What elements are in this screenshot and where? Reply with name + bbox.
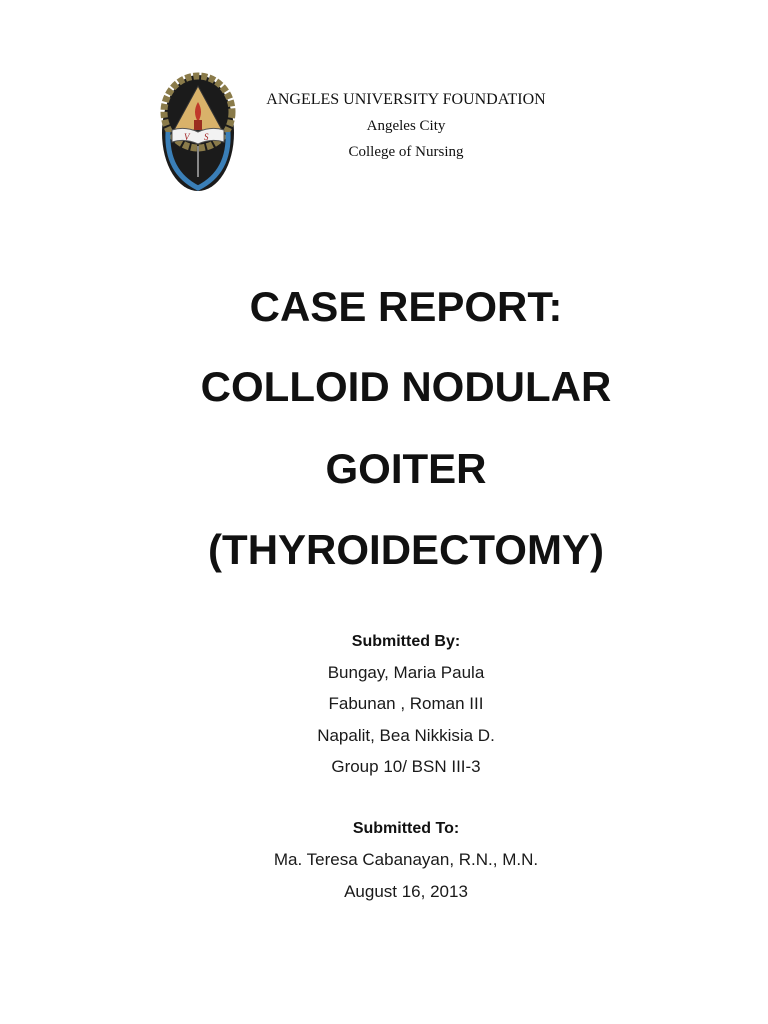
title-line-3: GOITER [325, 445, 487, 492]
author-name: Napalit, Bea Nikkisia D. [317, 726, 495, 745]
title-line-1: CASE REPORT: [249, 283, 563, 330]
city-name: Angeles City [366, 118, 446, 134]
author-name: Bungay, Maria Paula [327, 663, 485, 682]
instructor-name: Ma. Teresa Cabanayan, R.N., M.N. [273, 850, 539, 869]
title-line-4: (THYROIDECTOMY) [208, 526, 604, 573]
submission-date: August 16, 2013 [344, 882, 468, 901]
institution-name: ANGELES UNIVERSITY FOUNDATION [266, 91, 546, 108]
group-section: Group 10/ BSN III-3 [331, 757, 481, 776]
submitted-by-label: Submitted By: [351, 633, 461, 650]
college-name: College of Nursing [348, 144, 464, 160]
title-line-2: COLLOID NODULAR [200, 363, 612, 410]
submitted-to-label: Submitted To: [352, 820, 460, 837]
svg-text:V: V [184, 132, 190, 142]
svg-text:S: S [204, 132, 209, 142]
author-name: Fabunan , Roman III [328, 694, 484, 713]
